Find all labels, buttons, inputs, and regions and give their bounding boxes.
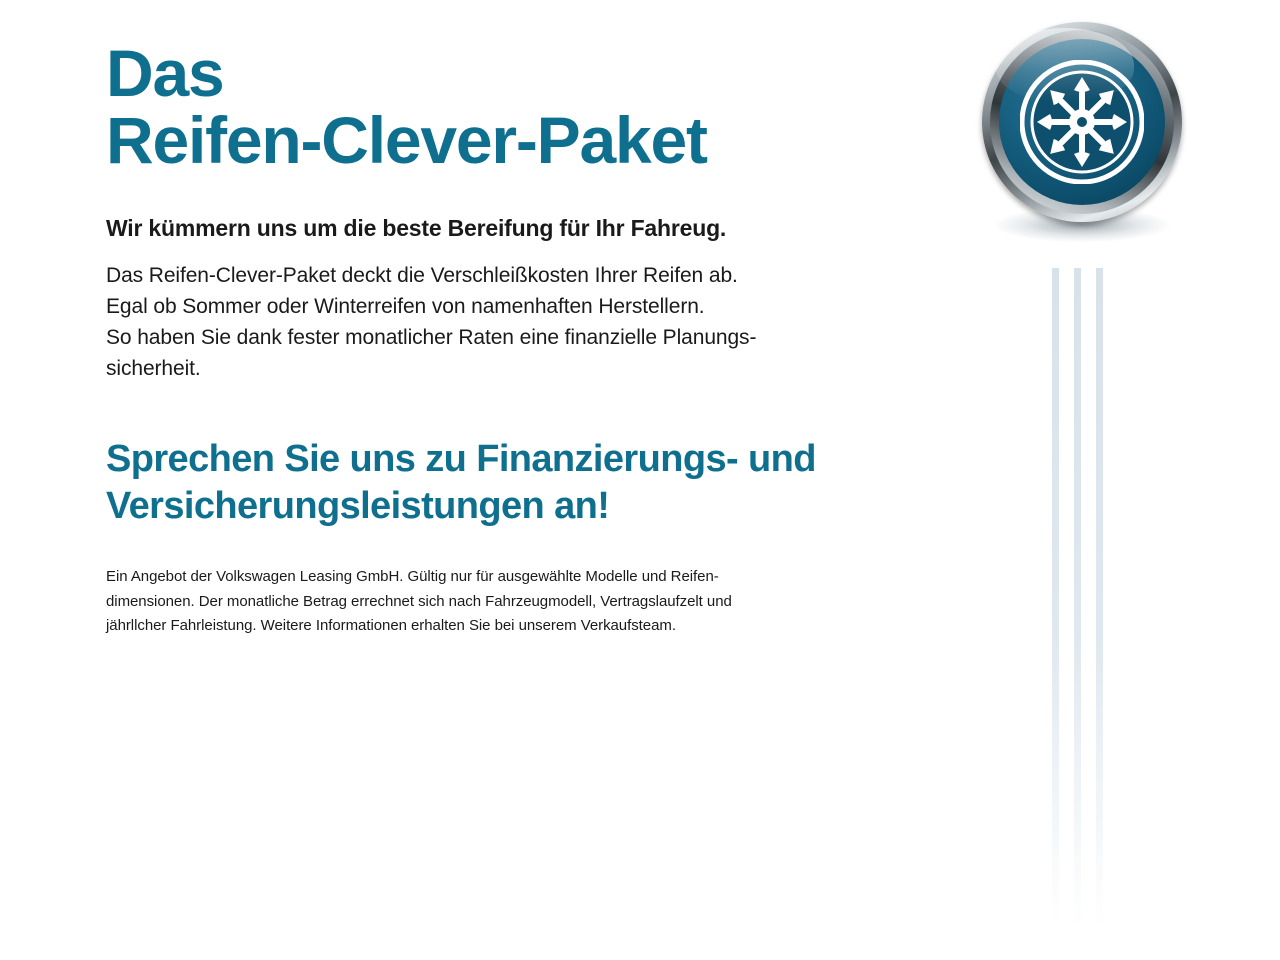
subheadline: Wir kümmern uns um die beste Bereifung für Ihr Fahreug. bbox=[106, 214, 727, 241]
body-line: So haben Sie dank fester monatlicher Raten eine finanzielle Planungs- bbox=[106, 325, 757, 349]
call-to-action bbox=[106, 436, 916, 531]
stripe-3 bbox=[1096, 268, 1103, 928]
page-title bbox=[106, 36, 916, 178]
legal-line: dimensionen. Der monatliche Betrag errechnet sich nach Fahrzeugmodell, Vertragslaufzelt und bbox=[106, 592, 732, 610]
decorative-stripes bbox=[1052, 268, 1128, 928]
title-line-2: Reifen-Clever-Paket bbox=[106, 103, 707, 178]
title-line-1: Das bbox=[106, 36, 224, 110]
stripe-2 bbox=[1074, 268, 1081, 928]
wheel-badge bbox=[982, 22, 1182, 252]
cta-line: Versicherungsleistungen an! bbox=[106, 485, 610, 528]
legal-disclaimer bbox=[106, 565, 896, 639]
stripe-1 bbox=[1052, 268, 1059, 928]
body-line: Egal ob Sommer oder Winterreifen von namenhaften Herstellern. bbox=[106, 294, 705, 318]
body-copy bbox=[106, 260, 916, 384]
body-line: sicherheit. bbox=[106, 356, 201, 380]
badge-gloss-highlight bbox=[996, 28, 1134, 102]
legal-line: jährllcher Fahrleistung. Weitere Informationen erhalten Sie bei unserem Verkaufsteam. bbox=[106, 617, 676, 635]
legal-line: Ein Angebot der Volkswagen Leasing GmbH. Gültig nur für ausgewählte Modelle und Reifen- bbox=[106, 567, 719, 585]
body-line: Das Reifen-Clever-Paket deckt die Verschleißkosten Ihrer Reifen ab. bbox=[106, 263, 738, 287]
cta-line: Sprechen Sie uns zu Finanzierungs- und bbox=[106, 437, 816, 480]
content-block bbox=[106, 36, 916, 639]
